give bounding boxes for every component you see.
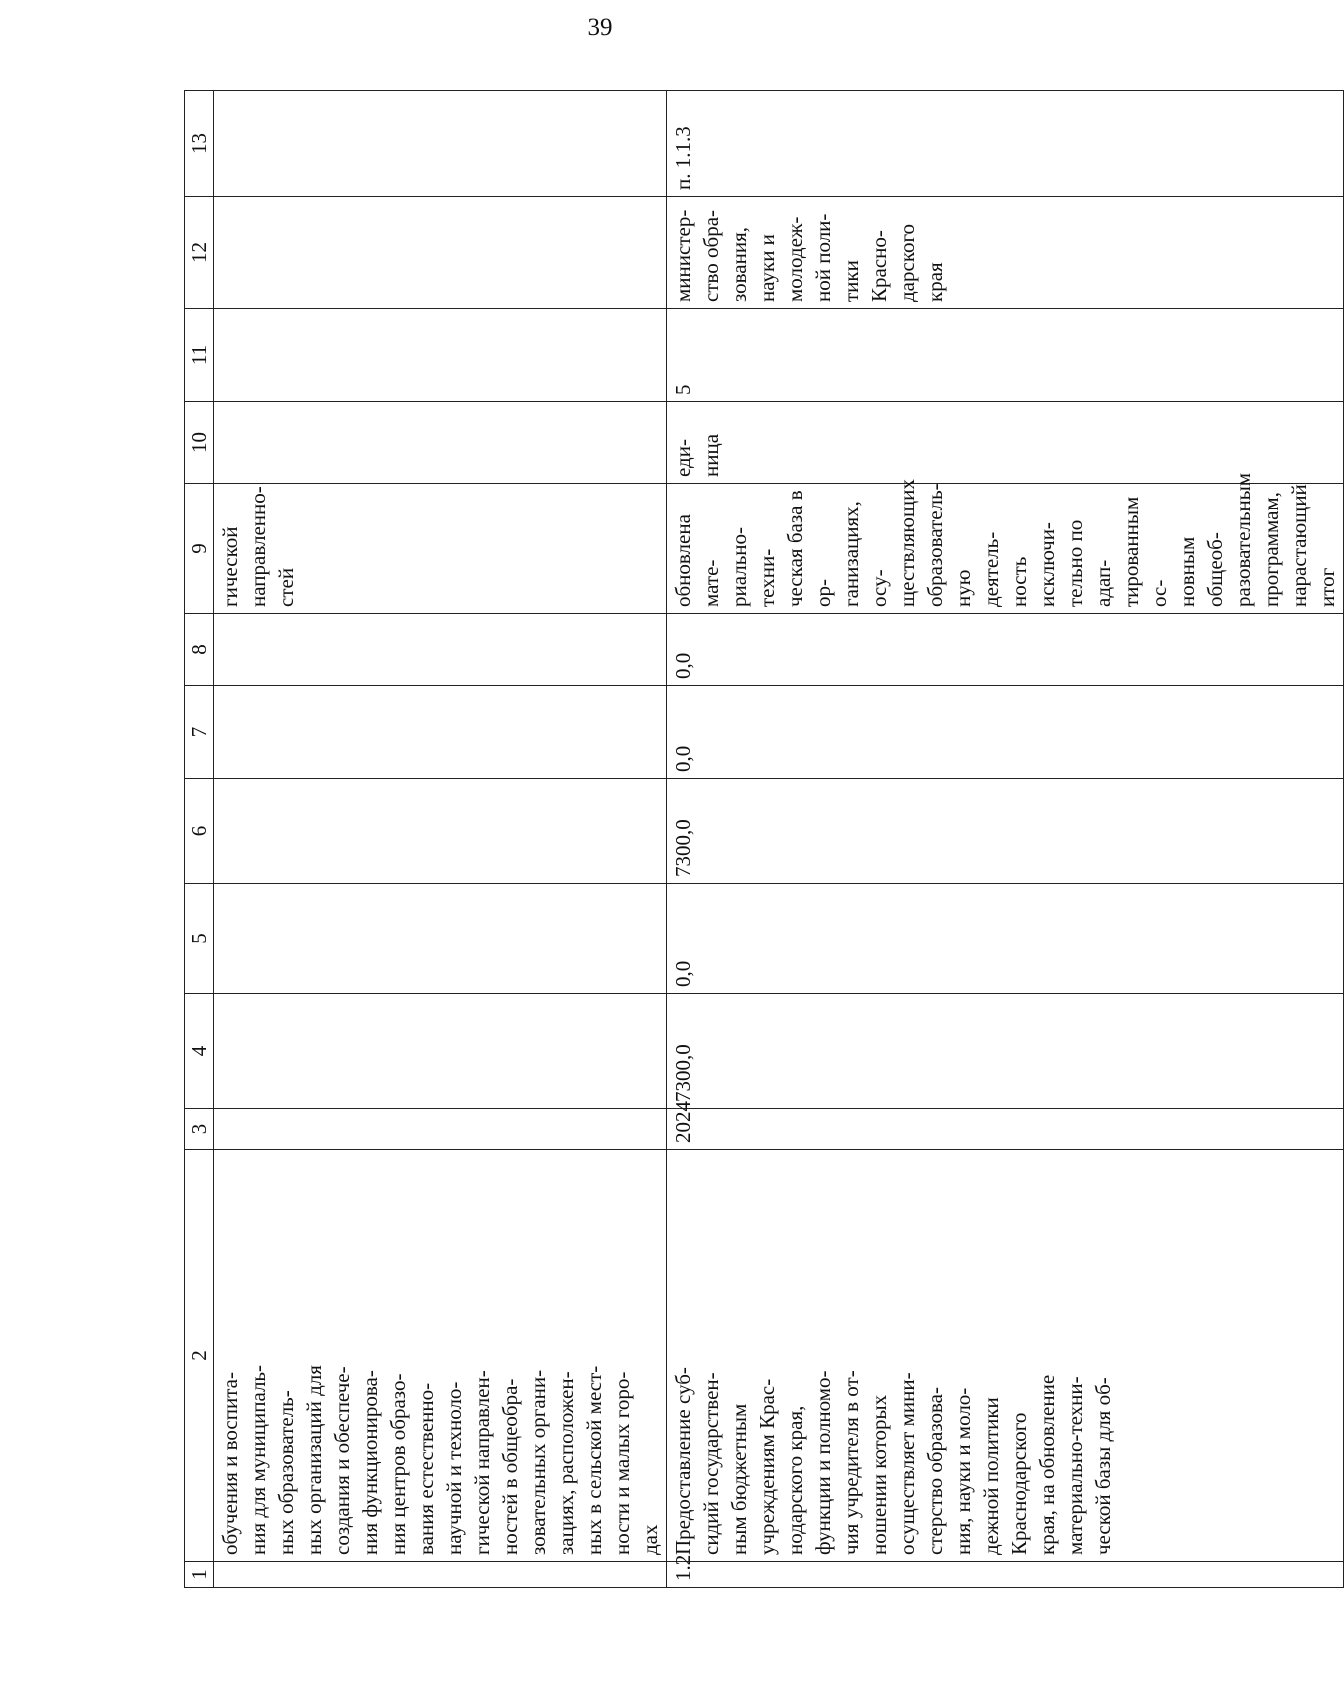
page-number: 39 xyxy=(587,14,613,41)
unit-cell: еди- ница xyxy=(667,402,1344,484)
amount-cell xyxy=(214,686,667,779)
header-cell: 12 xyxy=(185,197,214,309)
header-cell: 1 xyxy=(185,1562,214,1588)
header-cell: 7 xyxy=(185,686,214,779)
activity-name-cell: Предоставление суб- сидий государствен- ным бюджетным учреждениям Крас- нодарского края, функции и полномо- чия учредителя в от- ношении которых осуществляет мини- стерство образова- ния, науки и моло- дежной политики Краснодарского края, на обновление материально-техни- ческой базы для об- xyxy=(667,1150,1344,1562)
program-table xyxy=(184,90,1344,1588)
amount-cell xyxy=(214,614,667,686)
amount-cell: 0,0 xyxy=(667,884,1344,994)
amount-cell xyxy=(214,884,667,994)
total-amount-cell xyxy=(214,994,667,1109)
row-number-cell: 1.2 xyxy=(667,1562,1344,1588)
total-amount-cell: 7300,0 xyxy=(667,994,1344,1109)
table-row xyxy=(667,91,1344,1588)
unit-cell xyxy=(214,402,667,484)
header-cell: 10 xyxy=(185,402,214,484)
value-cell xyxy=(214,309,667,402)
executor-cell: министер- ство обра- зования, науки и молодеж- ной поли- тики Красно- дарского края xyxy=(667,197,1344,309)
amount-cell: 7300,0 xyxy=(667,779,1344,884)
header-cell: 8 xyxy=(185,614,214,686)
table-row xyxy=(214,91,667,1588)
indicator-cell: гической направленно- стей xyxy=(214,484,667,614)
header-cell: 2 xyxy=(185,1150,214,1562)
header-cell: 11 xyxy=(185,309,214,402)
header-cell: 9 xyxy=(185,484,214,614)
value-cell: 5 xyxy=(667,309,1344,402)
header-cell: 13 xyxy=(185,91,214,197)
program-table-container xyxy=(184,91,1339,1588)
header-row xyxy=(185,91,214,1588)
year-cell: 2024 xyxy=(667,1109,1344,1150)
header-cell: 3 xyxy=(185,1109,214,1150)
rotated-table-frame xyxy=(184,91,1339,1588)
amount-cell: 0,0 xyxy=(667,614,1344,686)
header-cell: 4 xyxy=(185,994,214,1109)
row-number-cell xyxy=(214,1562,667,1588)
header-cell: 6 xyxy=(185,779,214,884)
amount-cell: 0,0 xyxy=(667,686,1344,779)
executor-cell xyxy=(214,197,667,309)
amount-cell xyxy=(214,779,667,884)
header-cell: 5 xyxy=(185,884,214,994)
reference-cell xyxy=(214,91,667,197)
activity-name-cell: обучения и воспита- ния для муниципаль- ных образователь- ных организаций для создания и обеспече- ния функционирова- ния центров образо- вания естественно- научной и техноло- гической направлен- ностей в общеобра- зовательных органи- зациях, расположен- ных в сельской мест- ности и малых горо- дах xyxy=(214,1150,667,1562)
year-cell xyxy=(214,1109,667,1150)
reference-cell: п. 1.1.3 xyxy=(667,91,1344,197)
indicator-cell: обновлена мате- риально-техни- ческая база в ор- ганизациях, осу- ществляющих образователь- ную деятель- ность исключи- тельно по адап- тированным ос- новным общеоб- разовательным программам, нарастающий итог xyxy=(667,484,1344,614)
